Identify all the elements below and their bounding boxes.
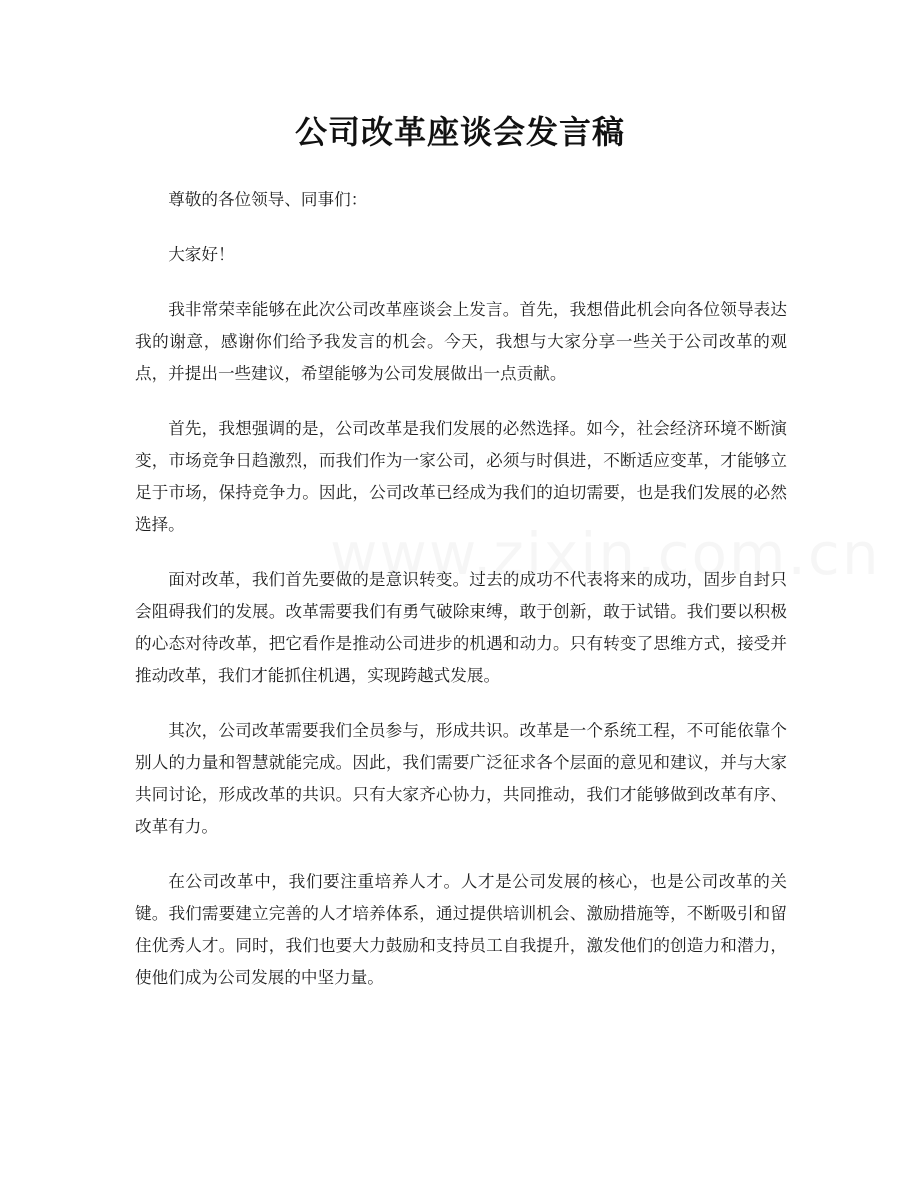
paragraph-necessity: 首先，我想强调的是，公司改革是我们发展的必然选择。如今，社会经济环境不断演变，市场竞争日趋激烈，而我们作为一家公司，必须与时俱进，不断适应变革，才能够立足于市场，保持竞争力。因此，公司改革已经成为我们的迫切需要，也是我们发展的必然选择。 [135, 419, 787, 534]
document-body [135, 184, 787, 1017]
paragraph-mindset: 面对改革，我们首先要做的是意识转变。过去的成功不代表将来的成功，固步自封只会阻碍我们的发展。改革需要我们有勇气破除束缚，敢于创新，敢于试错。我们要以积极的心态对待改革，把它看作是推动公司进步的机遇和动力。只有转变了思维方式，接受并推动改革，我们才能抓住机遇，实现跨越式发展。 [135, 570, 787, 685]
document-title: 公司改革座谈会发言稿 [294, 113, 625, 151]
greeting: 大家好！ [168, 245, 235, 264]
paragraph-consensus: 其次，公司改革需要我们全员参与，形成共识。改革是一个系统工程，不可能依靠个别人的力量和智慧就能完成。因此，我们需要广泛征求各个层面的意见和建议，并与大家共同讨论，形成改革的共识。只有大家齐心协力，共同推动，我们才能够做到改革有序、改革有力。 [135, 721, 787, 836]
salutation: 尊敬的各位领导、同事们： [168, 190, 368, 209]
paragraph-opening: 我非常荣幸能够在此次公司改革座谈会上发言。首先，我想借此机会向各位领导表达我的谢意，感谢你们给予我发言的机会。今天，我想与大家分享一些关于公司改革的观点，并提出一些建议，希望能够为公司发展做出一点贡献。 [135, 300, 787, 383]
paragraph-talent: 在公司改革中，我们要注重培养人才。人才是公司发展的核心，也是公司改革的关键。我们需要建立完善的人才培养体系，通过提供培训机会、激励措施等，不断吸引和留住优秀人才。同时，我们也要大力鼓励和支持员工自我提升，激发他们的创造力和潜力，使他们成为公司发展的中坚力量。 [135, 872, 787, 987]
